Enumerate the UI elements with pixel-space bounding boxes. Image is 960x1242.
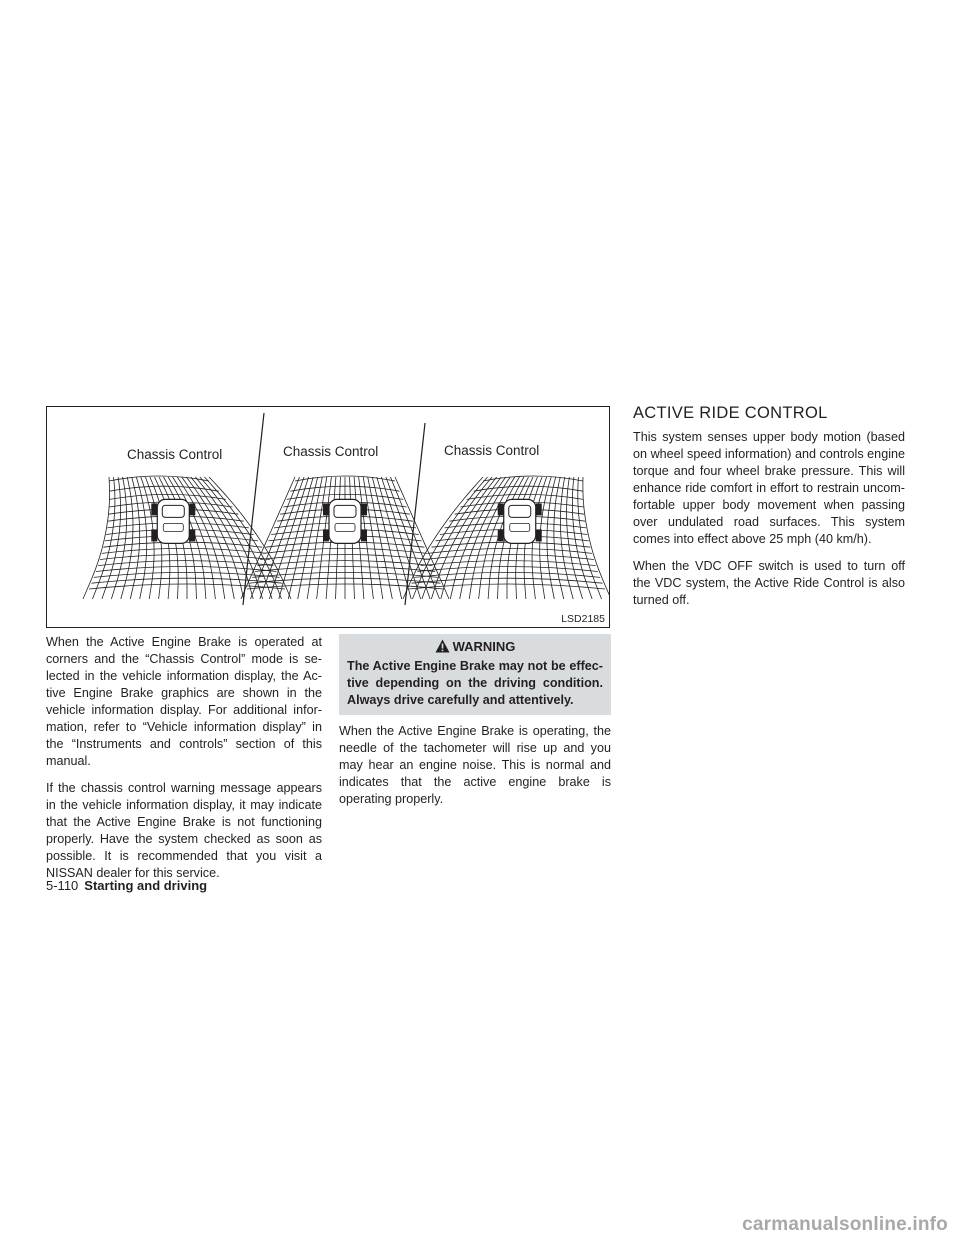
section-name: Starting and driving — [84, 878, 208, 893]
paragraph-vdc-off: When the VDC OFF switch is used to turn off the VDC system, the Active Ride Control is also turned off. — [633, 559, 905, 607]
panel-label-2: Chassis Control — [283, 444, 379, 459]
panel-label-1: Chassis Control — [127, 447, 223, 462]
warning-title: WARNING — [452, 638, 516, 654]
paragraph-tachometer: When the Active Engine Brake is operating, the needle of the tachometer will rise up and you may hear an engine noise. This is normal and indicates that the active engine brake is operating properly. — [339, 724, 611, 806]
watermark: carmanualsonline.info — [742, 1214, 948, 1235]
paragraph-chassis-control-mode: When the Active Engine Brake is operated at corners and the “Chassis Control” mode is se- lected in the vehicle information display, the Ac- tive Engine Brake graphics are shown in the vehicle information display. For additional infor- mation, refer to “Vehicle information display” in the “Instruments and controls” section of this manual. — [46, 635, 322, 768]
paragraph-active-ride-control: This system senses upper body motion (based on wheel speed information) and controls engine torque and four wheel brake pressure. This will enhance ride comfort in effort to restrain uncom- fortable upper body movement when passing over undulated road surfaces. This system comes into effect above 25 mph (40 km/h). — [633, 430, 905, 546]
warning-text: The Active Engine Brake may not be effec- tive depending on the driving condition. Always drive carefully and attentively. — [347, 659, 603, 707]
warning-triangle-icon — [435, 639, 450, 653]
page-number: 5-110 — [46, 878, 79, 893]
warning-box — [339, 634, 611, 715]
section-heading: ACTIVE RIDE CONTROL — [633, 404, 828, 422]
warning-header — [339, 634, 611, 658]
grid-panel-2 — [241, 476, 449, 599]
column-3 — [633, 404, 905, 609]
grid-panel-1 — [83, 476, 291, 599]
grid-panel-3 — [403, 476, 609, 599]
column-1 — [46, 634, 322, 882]
column-2 — [339, 634, 611, 808]
car-icon — [151, 499, 195, 543]
figure-chassis-control — [46, 406, 610, 628]
figure-code: LSD2185 — [561, 613, 605, 625]
car-icon — [323, 499, 367, 543]
paragraph-warning-message: If the chassis control warning message appears in the vehicle information display, it may indicate that the Active Engine Brake is not functioning properly. Have the system checked as soon as possible. It is recommended that you visit a NISSAN dealer for this service. — [46, 781, 322, 880]
page-footer — [46, 878, 207, 893]
chassis-control-illustration — [47, 407, 609, 627]
panel-label-3: Chassis Control — [444, 443, 540, 458]
car-icon — [498, 499, 542, 543]
